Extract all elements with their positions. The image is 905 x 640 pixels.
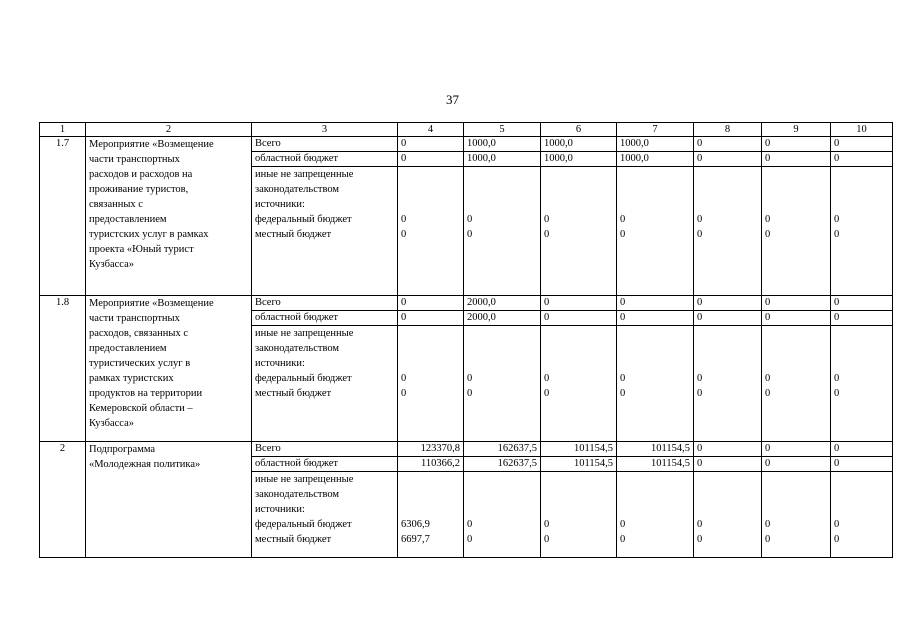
spacer bbox=[544, 356, 613, 371]
other-sources-line: источники: bbox=[255, 199, 305, 210]
spacer bbox=[697, 326, 758, 341]
sources-values bbox=[831, 472, 893, 558]
column-header: 2 bbox=[86, 123, 252, 137]
measure-name-line: туристических услуг в bbox=[89, 358, 191, 369]
total-label: Всего bbox=[252, 296, 398, 311]
spacer bbox=[697, 472, 758, 487]
spacer bbox=[544, 326, 613, 341]
local-value: 0 bbox=[765, 229, 771, 240]
federal-value: 0 bbox=[467, 214, 473, 225]
sources-values bbox=[762, 167, 831, 296]
sources-values bbox=[694, 167, 762, 296]
regional-value: 0 bbox=[398, 311, 464, 326]
spacer bbox=[544, 502, 613, 517]
regional-value: 0 bbox=[694, 152, 762, 167]
row-number: 2 bbox=[40, 442, 86, 558]
sources-values bbox=[617, 472, 694, 558]
local-value: 0 bbox=[697, 534, 703, 545]
total-value: 2000,0 bbox=[464, 296, 541, 311]
federal-value: 0 bbox=[834, 373, 840, 384]
other-sources-line: законодательством bbox=[255, 184, 340, 195]
local-value: 0 bbox=[697, 388, 703, 399]
spacer bbox=[467, 167, 537, 182]
measure-name-line: Кемеровской области – bbox=[89, 403, 193, 414]
local-value: 0 bbox=[765, 388, 771, 399]
regional-value: 110366,2 bbox=[398, 457, 464, 472]
regional-value: 1000,0 bbox=[617, 152, 694, 167]
measure-name-line: Мероприятие «Возмещение bbox=[89, 298, 214, 309]
sources-values bbox=[541, 326, 617, 442]
measure-name bbox=[86, 137, 252, 296]
regional-value: 0 bbox=[398, 152, 464, 167]
sources-values bbox=[762, 472, 831, 558]
spacer bbox=[401, 472, 460, 487]
local-value: 0 bbox=[765, 534, 771, 545]
spacer bbox=[620, 182, 690, 197]
table-row bbox=[40, 296, 893, 311]
sources-values bbox=[694, 326, 762, 442]
local-label: местный бюджет bbox=[255, 534, 332, 545]
local-value: 0 bbox=[834, 229, 840, 240]
spacer bbox=[467, 502, 537, 517]
total-value: 0 bbox=[541, 296, 617, 311]
spacer bbox=[834, 472, 889, 487]
measure-name-line: Подпрограмма bbox=[89, 444, 156, 455]
page-number: 37 bbox=[446, 92, 459, 107]
spacer bbox=[834, 326, 889, 341]
spacer bbox=[834, 502, 889, 517]
federal-value: 0 bbox=[620, 519, 626, 530]
measure-name-line: Кузбасса» bbox=[89, 418, 134, 429]
spacer bbox=[467, 341, 537, 356]
regional-value: 0 bbox=[541, 311, 617, 326]
measure-name-line: связанных с bbox=[89, 199, 143, 210]
sources-values bbox=[694, 472, 762, 558]
total-label: Всего bbox=[252, 137, 398, 152]
total-value: 101154,5 bbox=[541, 442, 617, 457]
spacer bbox=[765, 341, 827, 356]
column-header: 8 bbox=[694, 123, 762, 137]
spacer bbox=[467, 472, 537, 487]
budget-table bbox=[39, 122, 893, 558]
spacer bbox=[697, 341, 758, 356]
other-sources-line: законодательством bbox=[255, 343, 340, 354]
column-header: 9 bbox=[762, 123, 831, 137]
federal-value: 0 bbox=[467, 373, 473, 384]
total-value: 0 bbox=[398, 137, 464, 152]
measure-name-line: расходов и расходов на bbox=[89, 169, 193, 180]
spacer bbox=[620, 356, 690, 371]
total-value: 0 bbox=[762, 442, 831, 457]
spacer bbox=[765, 326, 827, 341]
local-label: местный бюджет bbox=[255, 229, 332, 240]
measure-name-line: «Молодежная политика» bbox=[89, 459, 201, 470]
local-value: 6697,7 bbox=[401, 534, 430, 545]
column-header: 5 bbox=[464, 123, 541, 137]
regional-value: 2000,0 bbox=[464, 311, 541, 326]
spacer bbox=[620, 487, 690, 502]
spacer bbox=[544, 472, 613, 487]
total-value: 1000,0 bbox=[464, 137, 541, 152]
table-row bbox=[40, 137, 893, 152]
other-sources-line: иные не запрещенные bbox=[255, 328, 354, 339]
regional-label: областной бюджет bbox=[252, 152, 398, 167]
other-sources-label bbox=[252, 472, 398, 558]
total-value: 0 bbox=[694, 296, 762, 311]
total-value: 0 bbox=[694, 137, 762, 152]
regional-value: 0 bbox=[617, 311, 694, 326]
regional-value: 0 bbox=[762, 457, 831, 472]
row-number: 1.7 bbox=[40, 137, 86, 296]
local-value: 0 bbox=[620, 229, 626, 240]
spacer bbox=[620, 502, 690, 517]
local-value: 0 bbox=[834, 388, 840, 399]
measure-name-line: продуктов на территории bbox=[89, 388, 203, 399]
local-value: 0 bbox=[620, 534, 626, 545]
regional-value: 0 bbox=[762, 311, 831, 326]
total-value: 101154,5 bbox=[617, 442, 694, 457]
sources-values bbox=[617, 326, 694, 442]
sources-values bbox=[398, 167, 464, 296]
regional-value: 0 bbox=[831, 152, 893, 167]
spacer bbox=[834, 197, 889, 212]
sources-values bbox=[617, 167, 694, 296]
spacer bbox=[765, 167, 827, 182]
spacer bbox=[401, 182, 460, 197]
local-value: 0 bbox=[544, 229, 550, 240]
spacer bbox=[765, 182, 827, 197]
sources-values bbox=[398, 326, 464, 442]
regional-value: 0 bbox=[694, 311, 762, 326]
column-header: 7 bbox=[617, 123, 694, 137]
spacer bbox=[697, 167, 758, 182]
sources-values bbox=[464, 326, 541, 442]
federal-value: 0 bbox=[401, 373, 407, 384]
measure-name-line: расходов, связанных с bbox=[89, 328, 188, 339]
spacer bbox=[467, 197, 537, 212]
sources-values bbox=[398, 472, 464, 558]
sources-values bbox=[541, 472, 617, 558]
federal-value: 0 bbox=[620, 373, 626, 384]
total-value: 1000,0 bbox=[541, 137, 617, 152]
spacer bbox=[765, 502, 827, 517]
federal-value: 0 bbox=[544, 373, 550, 384]
other-sources-line: источники: bbox=[255, 504, 305, 515]
spacer bbox=[401, 167, 460, 182]
federal-value: 0 bbox=[765, 519, 771, 530]
regional-value: 0 bbox=[694, 457, 762, 472]
local-label: местный бюджет bbox=[255, 388, 332, 399]
measure-name-line: Кузбасса» bbox=[89, 259, 134, 270]
spacer bbox=[765, 487, 827, 502]
spacer bbox=[834, 356, 889, 371]
column-header: 4 bbox=[398, 123, 464, 137]
local-value: 0 bbox=[620, 388, 626, 399]
spacer bbox=[544, 487, 613, 502]
spacer bbox=[765, 356, 827, 371]
local-value: 0 bbox=[697, 229, 703, 240]
federal-value: 0 bbox=[544, 519, 550, 530]
column-header: 3 bbox=[252, 123, 398, 137]
federal-label: федеральный бюджет bbox=[255, 519, 352, 530]
regional-label: областной бюджет bbox=[252, 311, 398, 326]
spacer bbox=[697, 182, 758, 197]
total-value: 0 bbox=[831, 442, 893, 457]
regional-value: 101154,5 bbox=[541, 457, 617, 472]
federal-value: 0 bbox=[834, 214, 840, 225]
spacer bbox=[401, 502, 460, 517]
measure-name-line: проживание туристов, bbox=[89, 184, 189, 195]
other-sources-line: законодательством bbox=[255, 489, 340, 500]
measure-name-line: рамках туристских bbox=[89, 373, 174, 384]
measure-name-line: Мероприятие «Возмещение bbox=[89, 139, 214, 150]
federal-value: 0 bbox=[544, 214, 550, 225]
other-sources-line: источники: bbox=[255, 358, 305, 369]
regional-value: 101154,5 bbox=[617, 457, 694, 472]
spacer bbox=[467, 487, 537, 502]
spacer bbox=[620, 341, 690, 356]
measure-name-line: части транспортных bbox=[89, 313, 180, 324]
regional-label: областной бюджет bbox=[252, 457, 398, 472]
federal-value: 0 bbox=[765, 214, 771, 225]
regional-value: 0 bbox=[762, 152, 831, 167]
federal-value: 0 bbox=[467, 519, 473, 530]
spacer bbox=[401, 341, 460, 356]
other-sources-line: иные не запрещенные bbox=[255, 169, 354, 180]
local-value: 0 bbox=[401, 229, 407, 240]
column-header-row bbox=[40, 123, 893, 137]
federal-value: 0 bbox=[697, 519, 703, 530]
spacer bbox=[620, 472, 690, 487]
federal-value: 0 bbox=[765, 373, 771, 384]
measure-name-line: туристских услуг в рамках bbox=[89, 229, 209, 240]
spacer bbox=[401, 197, 460, 212]
spacer bbox=[765, 197, 827, 212]
local-value: 0 bbox=[401, 388, 407, 399]
total-value: 0 bbox=[831, 296, 893, 311]
sources-values bbox=[762, 326, 831, 442]
federal-value: 0 bbox=[401, 214, 407, 225]
regional-value: 0 bbox=[831, 457, 893, 472]
measure-name-line: проекта «Юный турист bbox=[89, 244, 194, 255]
measure-name bbox=[86, 296, 252, 442]
measure-name-line: части транспортных bbox=[89, 154, 180, 165]
spacer bbox=[834, 182, 889, 197]
total-value: 0 bbox=[762, 137, 831, 152]
federal-label: федеральный бюджет bbox=[255, 373, 352, 384]
sources-values bbox=[464, 472, 541, 558]
other-sources-label bbox=[252, 167, 398, 296]
spacer bbox=[401, 326, 460, 341]
spacer bbox=[697, 356, 758, 371]
regional-value: 1000,0 bbox=[464, 152, 541, 167]
total-value: 0 bbox=[831, 137, 893, 152]
local-value: 0 bbox=[467, 534, 473, 545]
measure-name-line: предоставлением bbox=[89, 214, 167, 225]
spacer bbox=[834, 487, 889, 502]
total-value: 0 bbox=[694, 442, 762, 457]
local-value: 0 bbox=[467, 388, 473, 399]
spacer bbox=[620, 167, 690, 182]
local-value: 0 bbox=[834, 534, 840, 545]
spacer bbox=[834, 167, 889, 182]
federal-value: 0 bbox=[697, 214, 703, 225]
regional-value: 0 bbox=[831, 311, 893, 326]
spacer bbox=[765, 472, 827, 487]
sources-values bbox=[831, 167, 893, 296]
total-value: 0 bbox=[398, 296, 464, 311]
local-value: 0 bbox=[544, 534, 550, 545]
spacer bbox=[697, 487, 758, 502]
spacer bbox=[467, 182, 537, 197]
spacer bbox=[401, 487, 460, 502]
total-value: 0 bbox=[617, 296, 694, 311]
total-value: 1000,0 bbox=[617, 137, 694, 152]
sources-values bbox=[831, 326, 893, 442]
total-label: Всего bbox=[252, 442, 398, 457]
spacer bbox=[620, 326, 690, 341]
spacer bbox=[467, 326, 537, 341]
column-header: 10 bbox=[831, 123, 893, 137]
federal-value: 0 bbox=[834, 519, 840, 530]
spacer bbox=[834, 341, 889, 356]
spacer bbox=[467, 356, 537, 371]
other-sources-line: иные не запрещенные bbox=[255, 474, 354, 485]
column-header: 6 bbox=[541, 123, 617, 137]
measure-name-line: предоставлением bbox=[89, 343, 167, 354]
spacer bbox=[544, 341, 613, 356]
regional-value: 162637,5 bbox=[464, 457, 541, 472]
table-row bbox=[40, 442, 893, 457]
spacer bbox=[544, 197, 613, 212]
other-sources-label bbox=[252, 326, 398, 442]
spacer bbox=[697, 197, 758, 212]
federal-value: 0 bbox=[697, 373, 703, 384]
local-value: 0 bbox=[544, 388, 550, 399]
spacer bbox=[697, 502, 758, 517]
local-value: 0 bbox=[467, 229, 473, 240]
spacer bbox=[620, 197, 690, 212]
regional-value: 1000,0 bbox=[541, 152, 617, 167]
spacer bbox=[401, 356, 460, 371]
sources-values bbox=[464, 167, 541, 296]
federal-label: федеральный бюджет bbox=[255, 214, 352, 225]
row-number: 1.8 bbox=[40, 296, 86, 442]
measure-name bbox=[86, 442, 252, 558]
sources-values bbox=[541, 167, 617, 296]
total-value: 0 bbox=[762, 296, 831, 311]
federal-value: 6306,9 bbox=[401, 519, 430, 530]
total-value: 162637,5 bbox=[464, 442, 541, 457]
spacer bbox=[544, 182, 613, 197]
spacer bbox=[544, 167, 613, 182]
federal-value: 0 bbox=[620, 214, 626, 225]
total-value: 123370,8 bbox=[398, 442, 464, 457]
column-header: 1 bbox=[40, 123, 86, 137]
